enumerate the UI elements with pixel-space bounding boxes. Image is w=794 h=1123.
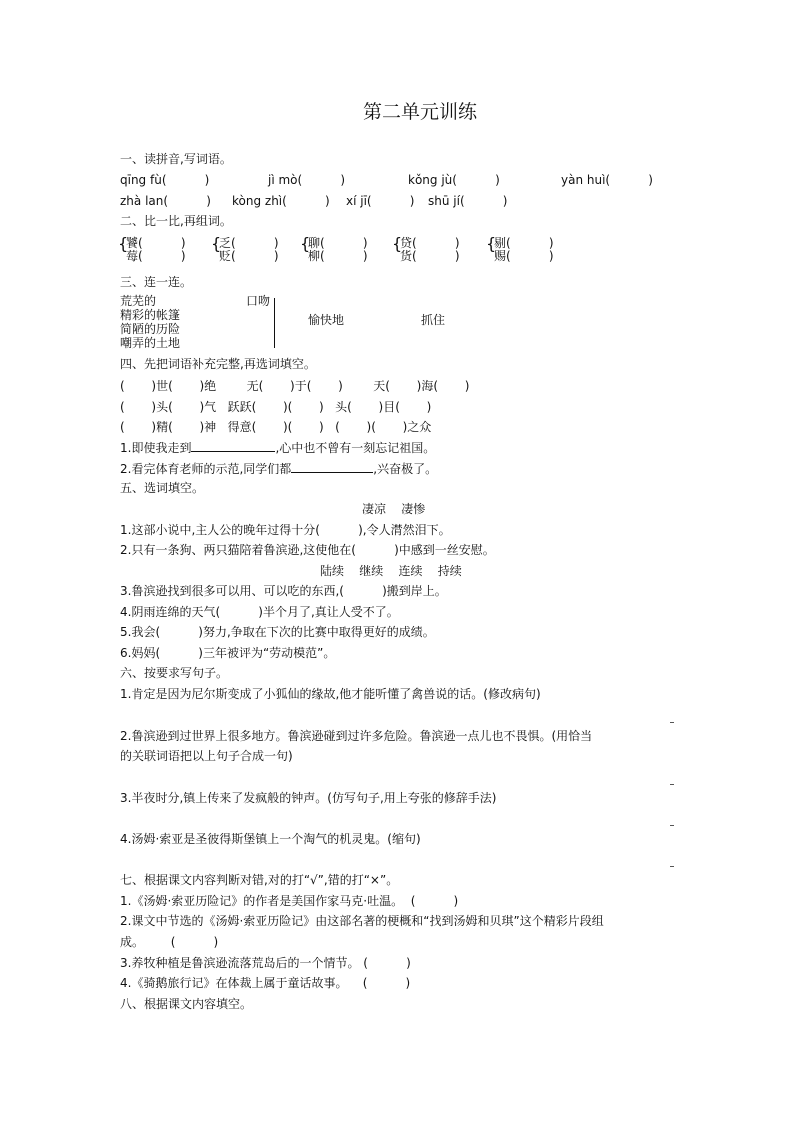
question: 4.汤姆·索亚是圣彼得斯堡镇上一个淘气的机灵鬼。(缩句) — [120, 832, 421, 846]
brace-icon: { — [211, 234, 222, 253]
pinyin-item: yàn huì( ) — [561, 173, 653, 187]
question: 2.鲁滨逊到过世界上很多地方。鲁滨逊碰到过许多危险。鲁滨逊一点儿也不畏惧。(用恰当 — [120, 729, 593, 743]
answer-line-end — [670, 866, 674, 867]
idiom-row: ( )头( )气 跃跃( )( ) 头( )目( ) — [120, 400, 432, 414]
question: 4.《骑鹅旅行记》在体裁上属于童话故事。 ( ) — [120, 976, 411, 990]
pinyin-item: qīng fù( ) — [120, 173, 210, 187]
fill-sentence-end: ,心中也不曾有一刻忘记祖国。 — [275, 441, 436, 455]
compare-bottom: 贬( ) — [219, 249, 279, 263]
question: 3.养牧种植是鲁滨逊流落荒岛后的一个情节。 ( ) — [120, 956, 411, 970]
compare-top: 乏( ) — [219, 236, 279, 250]
section-7-heading: 七、根据课文内容判断对错,对的打“√”,错的打“×”。 — [120, 873, 399, 887]
pinyin-item: jì mò( ) — [268, 173, 346, 187]
question: 1.《汤姆·索亚历险记》的作者是美国作家马克·吐温。 ( ) — [120, 894, 459, 908]
fill-sentence-start: 2.看完体育老师的示范,同学们都 — [120, 462, 292, 476]
word-choices: 凄凉 凄惨 — [362, 502, 426, 516]
fill-sentence — [120, 440, 435, 455]
question: 1.这部小说中,主人公的晚年过得十分( ),令人潸然泪下。 — [120, 523, 451, 537]
compare-bottom: 莓( ) — [126, 249, 186, 263]
compare-bottom: 货( ) — [400, 249, 460, 263]
answer-blank[interactable] — [191, 440, 275, 452]
section-1-heading: 一、读拼音,写词语。 — [120, 152, 232, 166]
idiom-row: ( )精( )神 得意( )( ) ( )( )之众 — [120, 420, 432, 434]
question: 3.半夜时分,镇上传来了发疯般的钟声。(仿写句子,用上夸张的修辞手法) — [120, 791, 497, 805]
pinyin-item: kǒng jù( ) — [408, 173, 500, 187]
section-3-heading: 三、连一连。 — [120, 275, 193, 289]
question: 6.妈妈( )三年被评为“劳动模范”。 — [120, 646, 336, 660]
match-right-item: 抓住 — [421, 313, 446, 327]
fill-sentence-start: 1.即使我走到 — [120, 441, 192, 455]
fill-sentence — [120, 461, 437, 476]
compare-bottom: 柳( ) — [308, 249, 368, 263]
section-8-heading: 八、根据课文内容填空。 — [120, 997, 253, 1011]
match-right-item: 愉快地 — [308, 313, 345, 327]
question: 的关联词语把以上句子合成一句) — [120, 749, 293, 763]
answer-line-end — [670, 784, 674, 785]
question: 3.鲁滨逊找到很多可以用、可以吃的东西,( )搬到岸上。 — [120, 584, 447, 598]
compare-top: 贷( ) — [400, 236, 460, 250]
match-left-item: 精彩的帐篷 — [120, 308, 181, 322]
brace-icon: { — [300, 234, 311, 253]
brace-icon: { — [118, 234, 129, 253]
section-5-heading: 五、选词填空。 — [120, 481, 205, 495]
answer-line-end — [670, 722, 674, 723]
match-left-item: 简陋的历险 — [120, 322, 181, 336]
answer-blank[interactable] — [291, 461, 373, 473]
section-4-heading: 四、先把词语补充完整,再选词填空。 — [120, 357, 316, 371]
compare-top: 饕( ) — [126, 236, 186, 250]
compare-top: 聊( ) — [308, 236, 368, 250]
page-title: 第二单元训练 — [362, 101, 477, 123]
match-left-item: 荒芜的 — [120, 294, 157, 308]
section-6-heading: 六、按要求写句子。 — [120, 666, 229, 680]
brace-icon: { — [392, 234, 403, 253]
pinyin-item: xí jī( ) — [346, 194, 415, 208]
idiom-row: ( )世( )绝 无( )于( ) 天( )海( ) — [120, 379, 470, 393]
divider-line — [274, 298, 275, 348]
section-2-heading: 二、比一比,再组词。 — [120, 214, 232, 228]
question: 2.只有一条狗、两只猫陪着鲁滨逊,这使他在( )中感到一丝安慰。 — [120, 543, 495, 557]
question: 2.课文中节选的《汤姆·索亚历险记》由这部名著的梗概和“找到汤姆和贝琪”这个精彩片段组 — [120, 914, 604, 928]
pinyin-item: zhà lan( ) — [120, 194, 211, 208]
answer-line-end — [670, 825, 674, 826]
question: 1.肯定是因为尼尔斯变成了小狐仙的缘故,他才能听懂了禽兽说的话。(修改病句) — [120, 687, 541, 701]
question: 5.我会( )努力,争取在下次的比赛中取得更好的成绩。 — [120, 625, 435, 639]
match-left-item: 嘲弄的土地 — [120, 336, 181, 350]
question: 成。 ( ) — [120, 935, 219, 949]
compare-top: 剔( ) — [494, 236, 554, 250]
match-middle-item: 口吻 — [246, 294, 271, 308]
question: 4.阴雨连绵的天气( )半个月了,真让人受不了。 — [120, 605, 399, 619]
word-choices: 陆续 继续 连续 持续 — [320, 564, 462, 578]
fill-sentence-end: ,兴奋极了。 — [373, 462, 438, 476]
compare-bottom: 赐( ) — [494, 249, 554, 263]
brace-icon: { — [486, 234, 497, 253]
pinyin-item: shū jí( ) — [428, 194, 508, 208]
pinyin-item: kòng zhì( ) — [232, 194, 330, 208]
